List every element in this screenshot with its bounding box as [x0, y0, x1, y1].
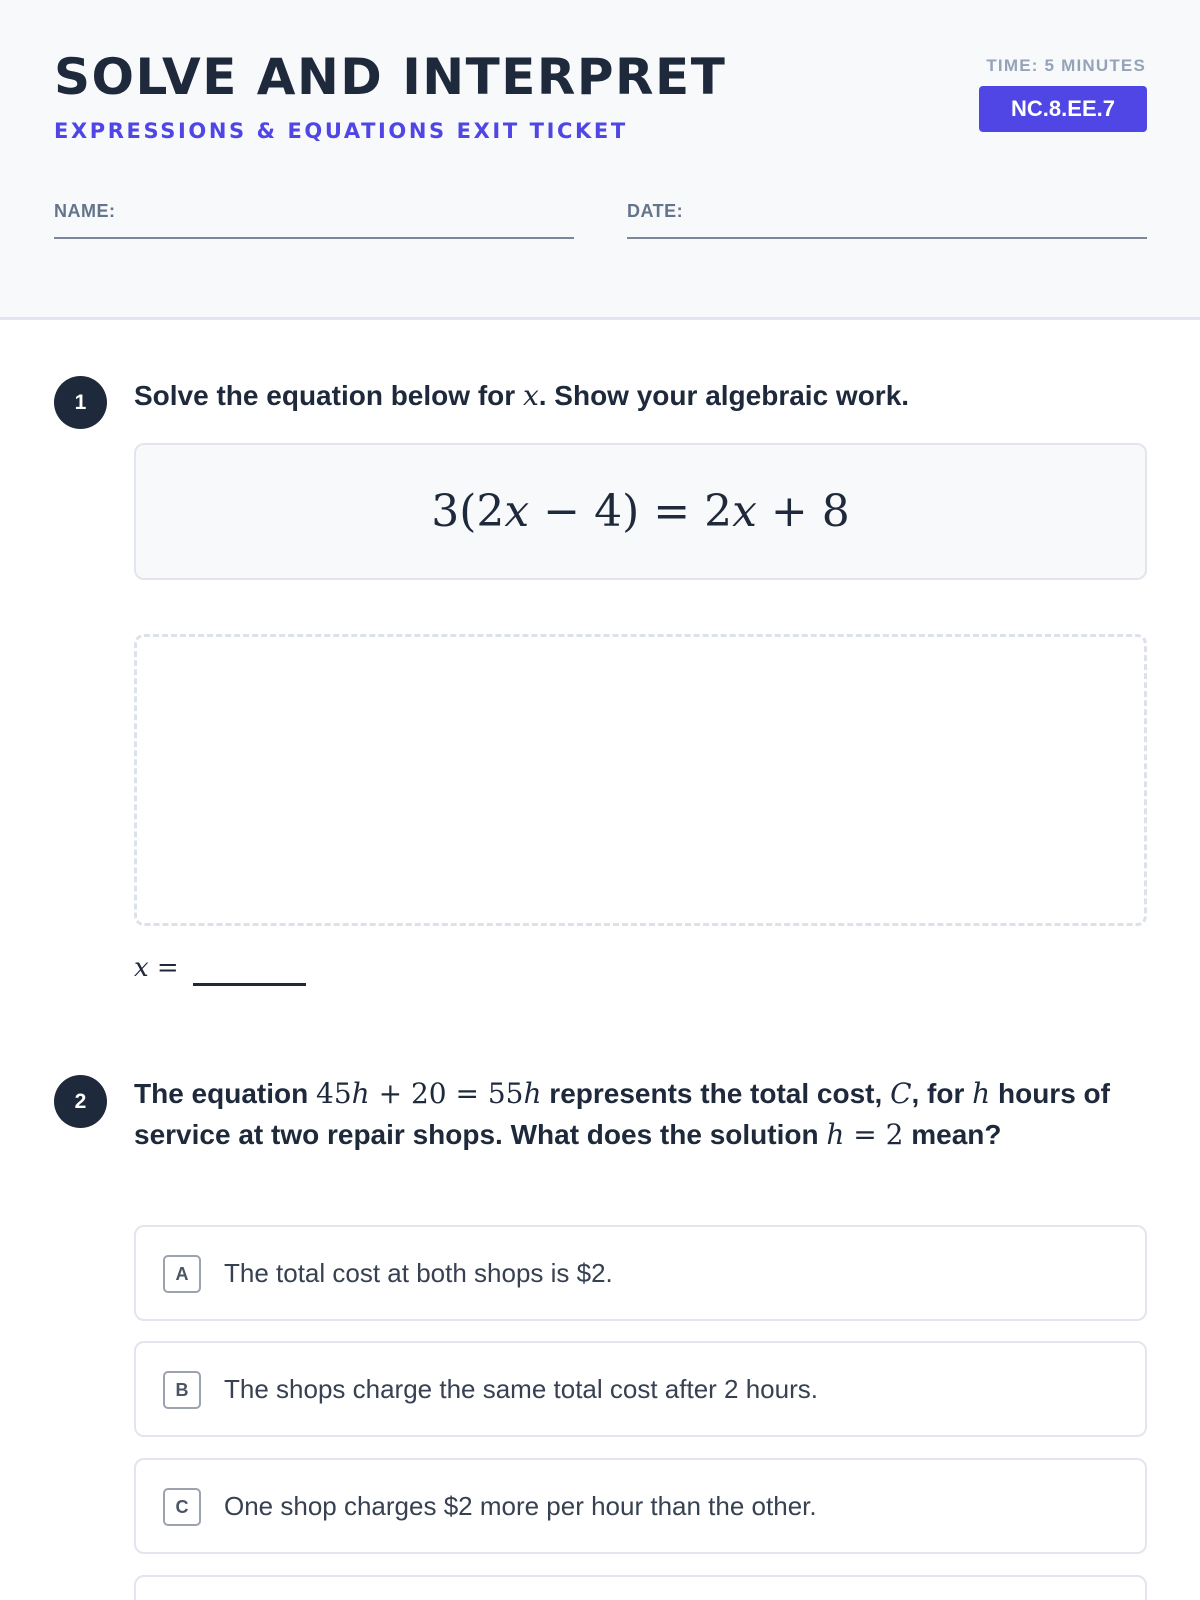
answer-option-a[interactable] [134, 1225, 1147, 1321]
date-label: DATE: [627, 201, 684, 221]
question-2-prompt [134, 1073, 1147, 1155]
question-1-text-before: Solve the equation below for [134, 380, 523, 411]
answer-option-b[interactable] [134, 1341, 1147, 1437]
name-field[interactable] [54, 202, 574, 239]
question-2-equation [316, 1077, 542, 1110]
equation-variable: x [732, 486, 757, 537]
answer-blank[interactable] [193, 983, 306, 986]
question-2-text: mean? [903, 1119, 1002, 1150]
question-1-text-after: . Show your algebraic work. [538, 380, 910, 411]
question-1-prompt [134, 375, 1147, 416]
question-2-text: , for [911, 1078, 973, 1109]
time-limit: TIME: 5 MINUTES [986, 56, 1146, 75]
equation-part: 3(2 [431, 486, 505, 537]
answer-option-c[interactable] [134, 1458, 1147, 1554]
question-2-solution [826, 1118, 903, 1151]
option-letter: B [163, 1371, 201, 1409]
equation-box [134, 443, 1147, 580]
name-label: NAME: [54, 201, 116, 221]
question-2-text: The equation [134, 1078, 316, 1109]
math-variable: h [826, 1118, 845, 1151]
option-letter: A [163, 1255, 201, 1293]
equation-variable: x [504, 486, 530, 537]
math-variable: h [351, 1077, 370, 1110]
question-2-text: hours of service at two repair shops. What does the solution [134, 1078, 1110, 1150]
question-1-variable: x [522, 379, 539, 412]
math-number: + 20 = 55 [369, 1077, 524, 1110]
math-variable: h [972, 1077, 991, 1110]
equation-part: − 4) = 2 [529, 486, 733, 537]
answer-label [134, 955, 179, 981]
math-variable: h [523, 1077, 542, 1110]
work-area[interactable] [134, 634, 1147, 926]
option-text: The total cost at both shops is $2. [224, 1258, 613, 1288]
answer-variable: x [134, 953, 149, 983]
option-letter: C [163, 1488, 201, 1526]
question-1-number: 1 [54, 376, 107, 429]
question-2-number: 2 [54, 1075, 107, 1128]
option-text: The shops charge the same total cost after 2 hours. [224, 1374, 818, 1404]
equation-part: + 8 [756, 486, 850, 537]
page-title: SOLVE AND INTERPRET [54, 48, 727, 106]
date-field[interactable] [627, 202, 1147, 239]
option-text: One shop charges $2 more per hour than the other. [224, 1491, 817, 1521]
standard-badge: NC.8.EE.7 [979, 86, 1147, 132]
answer-option-d[interactable] [134, 1575, 1147, 1600]
math-variable: C [890, 1077, 912, 1110]
question-2-text: represents the total cost, [541, 1078, 891, 1109]
worksheet-header [0, 0, 1200, 320]
answer-equals: = [148, 953, 179, 983]
math-number: 45 [316, 1077, 352, 1110]
math-number: = 2 [844, 1118, 904, 1151]
page-subtitle: EXPRESSIONS & EQUATIONS EXIT TICKET [54, 119, 628, 143]
